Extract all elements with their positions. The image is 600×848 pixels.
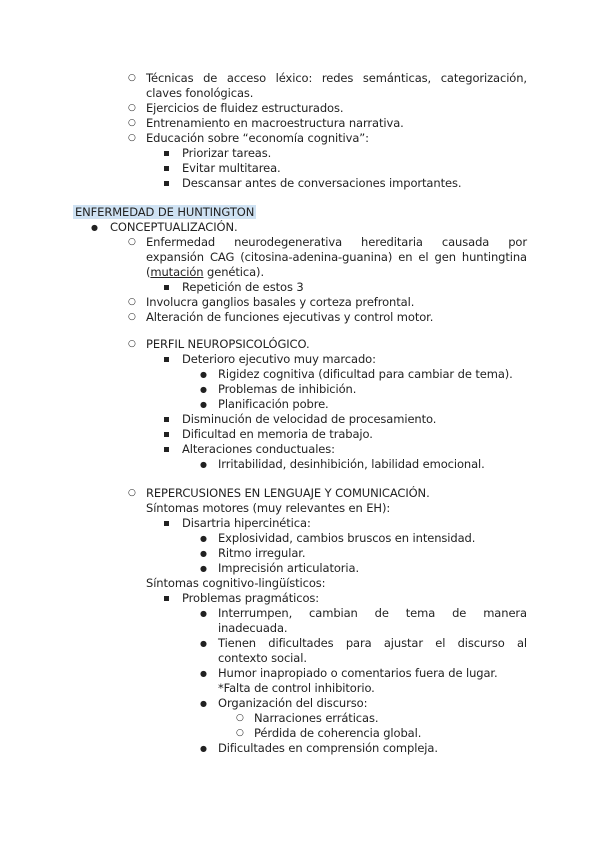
subsection-heading: CONCEPTUALIZACIÓN. [110, 220, 238, 234]
list-item: Deterioro ejecutivo muy marcado: [182, 352, 376, 366]
group-label: Síntomas motores (muy relevantes en EH): [146, 501, 391, 515]
subsection-heading: PERFIL NEUROPSICOLÓGICO. [146, 337, 310, 351]
list-item-continuation: contexto social. [218, 651, 307, 665]
hollow-bullet-icon: ○ [128, 133, 136, 143]
square-bullet-icon [164, 447, 169, 452]
list-item: Priorizar tareas. [182, 146, 272, 160]
list-item: Disminución de velocidad de procesamiento. [182, 412, 437, 426]
list-item: Dificultad en memoria de trabajo. [182, 427, 373, 441]
text-fragment: ( [146, 265, 151, 279]
square-bullet-icon [164, 181, 169, 186]
hollow-bullet-icon: ○ [128, 297, 136, 307]
hollow-bullet-icon: ○ [236, 728, 244, 738]
list-item: Educación sobre “economía cognitiva”: [146, 131, 369, 145]
filled-bullet-icon: ● [200, 549, 207, 558]
filled-bullet-icon: ● [200, 699, 207, 708]
filled-bullet-icon: ● [200, 385, 207, 394]
list-item: Repetición de estos 3 [182, 280, 304, 294]
list-item: Descansar antes de conversaciones importantes. [182, 176, 462, 190]
filled-bullet-icon: ● [200, 534, 207, 543]
square-bullet-icon [164, 521, 169, 526]
hollow-bullet-icon: ○ [128, 339, 136, 349]
filled-bullet-icon: ● [200, 564, 207, 573]
list-item: Disartria hipercinética: [182, 516, 311, 530]
hollow-bullet-icon: ○ [236, 713, 244, 723]
square-bullet-icon [164, 596, 169, 601]
list-item: Interrumpen, cambian de tema de manera [218, 606, 527, 620]
group-label: Síntomas cognitivo-lingüísticos: [146, 576, 326, 590]
underlined-word: mutación [150, 265, 204, 279]
hollow-bullet-icon: ○ [128, 73, 136, 83]
list-item-continuation: *Falta de control inhibitorio. [218, 681, 375, 695]
square-bullet-icon [164, 417, 169, 422]
square-bullet-icon [164, 151, 169, 156]
text-fragment: genética). [203, 265, 264, 279]
filled-bullet-icon: ● [200, 639, 207, 648]
list-item: Humor inapropiado o comentarios fuera de lugar. [218, 666, 498, 680]
square-bullet-icon [164, 166, 169, 171]
list-item: Ritmo irregular. [218, 546, 306, 560]
list-item: Alteración de funciones ejecutivas y control motor. [146, 310, 434, 324]
hollow-bullet-icon: ○ [128, 103, 136, 113]
list-item: Rigidez cognitiva (dificultad para cambiar de tema). [218, 367, 513, 381]
list-item: Imprecisión articulatoria. [218, 561, 360, 575]
square-bullet-icon [164, 432, 169, 437]
list-item: Ejercicios de fluidez estructurados. [146, 101, 344, 115]
section-title [73, 205, 256, 220]
hollow-bullet-icon: ○ [128, 237, 136, 247]
list-item-continuation: claves fonológicas. [146, 86, 254, 100]
list-item: Pérdida de coherencia global. [254, 726, 422, 740]
list-item: Técnicas de acceso léxico: redes semánticas, categorización, [146, 71, 527, 85]
list-item: Dificultades en comprensión compleja. [218, 741, 438, 755]
list-item: Tienen dificultades para ajustar el discurso al [218, 636, 527, 650]
filled-bullet-icon: ● [91, 223, 98, 232]
list-item: Planificación pobre. [218, 397, 329, 411]
hollow-bullet-icon: ○ [128, 488, 136, 498]
square-bullet-icon [164, 357, 169, 362]
filled-bullet-icon: ● [200, 370, 207, 379]
list-item-continuation: inadecuada. [218, 621, 288, 635]
list-item: Evitar multitarea. [182, 161, 281, 175]
list-item: Irritabilidad, desinhibición, labilidad emocional. [218, 457, 485, 471]
subsection-heading: REPERCUSIONES EN LENGUAJE Y COMUNICACIÓN. [146, 486, 430, 500]
filled-bullet-icon: ● [200, 400, 207, 409]
filled-bullet-icon: ● [200, 460, 207, 469]
filled-bullet-icon: ● [200, 744, 207, 753]
list-item: Alteraciones conductuales: [182, 442, 335, 456]
list-item: Explosividad, cambios bruscos en intensidad. [218, 531, 476, 545]
filled-bullet-icon: ● [200, 609, 207, 618]
list-item-continuation [146, 265, 264, 280]
list-item: Problemas pragmáticos: [182, 591, 320, 605]
hollow-bullet-icon: ○ [128, 118, 136, 128]
section-title-text: ENFERMEDAD DE HUNTINGTON [75, 205, 255, 219]
list-item: Problemas de inhibición. [218, 382, 357, 396]
list-item: Organización del discurso: [218, 696, 368, 710]
list-item: Enfermedad neurodegenerativa hereditaria causada por [146, 235, 527, 249]
list-item: Involucra ganglios basales y corteza prefrontal. [146, 295, 415, 309]
filled-bullet-icon: ● [200, 669, 207, 678]
hollow-bullet-icon: ○ [128, 312, 136, 322]
list-item-continuation: expansión CAG (citosina-adenina-guanina) en el gen huntingtina [146, 250, 527, 264]
list-item: Narraciones erráticas. [254, 711, 379, 725]
list-item: Entrenamiento en macroestructura narrativa. [146, 116, 404, 130]
square-bullet-icon [164, 285, 169, 290]
